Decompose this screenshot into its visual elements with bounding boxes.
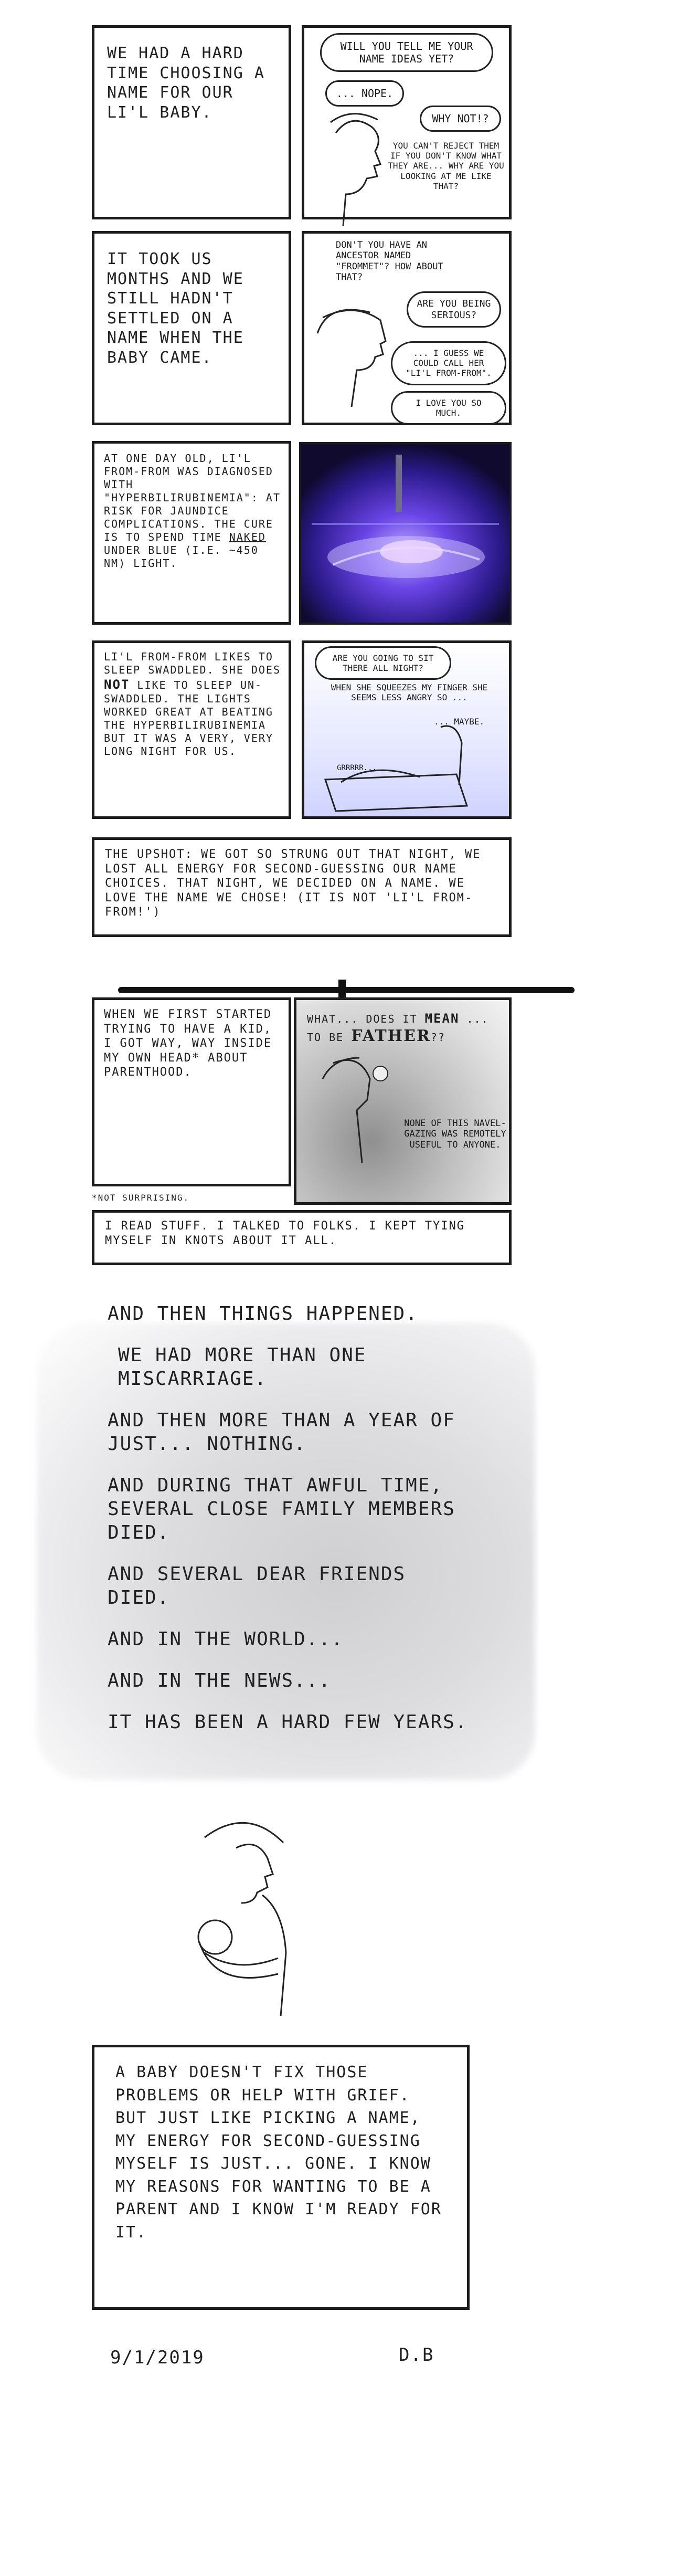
- panel-7: [92, 640, 291, 819]
- speech-bubble-name-ideas: WILL YOU TELL ME YOUR NAME IDEAS YET?: [320, 33, 493, 72]
- caption-swaddle-emphasis: NOT: [104, 677, 130, 692]
- caption-months: IT TOOK US MONTHS AND WE STILL HADN'T SETTLED ON A NAME WHEN THE BABY CAME.: [107, 250, 244, 367]
- speech-bubble-nope: ... NOPE.: [325, 80, 404, 107]
- signature: D.B: [399, 2344, 434, 2365]
- caption-diagnosis-emphasis: NAKED: [229, 531, 266, 543]
- caption-knots: I READ STUFF. I TALKED TO FOLKS. I KEPT TYING MYSELF IN KNOTS ABOUT IT ALL.: [105, 1219, 465, 1247]
- footnote-not-surprising: *NOT SURPRISING.: [92, 1193, 190, 1203]
- sketch-father-holding-baby: [173, 1822, 331, 2021]
- sound-effect-grrr: GRRRRR...: [337, 764, 377, 772]
- speech-bubble-love-you: I LOVE YOU SO MUCH.: [391, 391, 506, 425]
- panel-8: [302, 640, 512, 819]
- hard-years-line-5: AND SEVERAL DEAR FRIENDS DIED.: [108, 1563, 406, 1608]
- thought-what-does-it-mean: [307, 1011, 501, 1046]
- speech-text-frommet: DON'T YOU HAVE AN ANCESTOR NAMED "FROMMET"? HOW ABOUT THAT?: [336, 240, 443, 283]
- speech-bubble-why-not: WHY NOT!?: [420, 106, 501, 132]
- note-navel-gazing: NONE OF THIS NAVEL-GAZING WAS REMOTELY USEFUL TO ANYONE.: [404, 1118, 506, 1150]
- speech-text-squeezes: WHEN SHE SQUEEZES MY FINGER SHE SEEMS LESS ANGRY SO ...: [331, 682, 488, 703]
- photo-blue-light-incubator: [299, 442, 512, 625]
- panel-2: [302, 25, 512, 219]
- caption-swaddle: [104, 650, 285, 758]
- thought-part-2: ... TO BE: [307, 1013, 489, 1044]
- caption-diagnosis: [104, 452, 285, 570]
- speech-bubble-from-from: ... I GUESS WE COULD CALL HER "LI'L FROM-FROM".: [391, 341, 506, 385]
- caption-upshot: THE UPSHOT: WE GOT SO STRUNG OUT THAT NIGHT, WE LOST ALL ENERGY FOR SECOND-GUESSING OUR NAME CHOICES. THAT NIGHT, WE DECIDED ON A NAME. WE LOVE THE NAME WE CHOSE! (IT IS NOT 'LI'L FROM-FROM!'): [105, 848, 481, 919]
- panel-11: [294, 997, 512, 1205]
- speech-text-maybe: ... MAYBE.: [433, 717, 485, 727]
- speech-bubble-serious: ARE YOU BEING SERIOUS?: [407, 291, 501, 328]
- speech-text-cant-reject: YOU CAN'T REJECT THEM IF YOU DON'T KNOW WHAT THEY ARE... WHY ARE YOU LOOKING AT ME LIKE THAT?: [388, 141, 504, 191]
- section-divider: [118, 987, 575, 993]
- panel-5: [92, 441, 291, 625]
- speech-bubble-all-night: ARE YOU GOING TO SIT THERE ALL NIGHT?: [315, 646, 451, 680]
- hard-years-line-7: AND IN THE NEWS...: [108, 1670, 332, 1691]
- sketch-man-with-skull: [302, 1047, 407, 1184]
- panel-9: [92, 837, 512, 937]
- panel-10: [92, 997, 291, 1186]
- hard-years-line-1: AND THEN THINGS HAPPENED.: [108, 1303, 418, 1324]
- date-text: 9/1/2019: [110, 2347, 205, 2368]
- thought-part-1: WHAT... DOES IT: [307, 1013, 425, 1025]
- hard-years-line-3: AND THEN MORE THAN A YEAR OF JUST... NOTHING.: [108, 1410, 455, 1455]
- thought-emphasis-father: FATHER: [351, 1027, 431, 1045]
- sketch-man-profile: [315, 101, 394, 217]
- caption-swaddle-part-1: LI'L FROM-FROM LIKES TO SLEEP SWADDLED. SHE DOES: [104, 650, 281, 676]
- caption-final: A BABY DOESN'T FIX THOSE PROBLEMS OR HELP WITH GRIEF. BUT JUST LIKE PICKING A NAME, MY ENERGY FOR SECOND-GUESSING MYSELF IS JUST... GONE. I KNOW MY REASONS FOR WANTING TO BE A PARENT AND I KNOW I'M READY FOR IT.: [115, 2063, 442, 2242]
- hard-years-text-block: [108, 1302, 475, 1752]
- sketch-parent-over-bassinet: [310, 717, 509, 822]
- caption-name-choosing: WE HAD A HARD TIME CHOOSING A NAME FOR OUR LI'L BABY.: [107, 44, 265, 122]
- caption-diagnosis-part-2: UNDER BLUE (I.E. ~450 NM) LIGHT.: [104, 544, 259, 570]
- caption-swaddle-part-2: LIKE TO SLEEP UN-SWADDLED. THE LIGHTS WORKED GREAT AT BEATING THE HYPERBILIRUBINEMIA BUT IT WAS A VERY, VERY LONG NIGHT FOR US.: [104, 679, 273, 758]
- panel-1: [92, 25, 291, 219]
- hard-years-line-4: AND DURING THAT AWFUL TIME, SEVERAL CLOSE FAMILY MEMBERS DIED.: [108, 1475, 455, 1543]
- hard-years-line-2: WE HAD MORE THAN ONE MISCARRIAGE.: [118, 1344, 367, 1390]
- thought-emphasis-mean: MEAN: [424, 1011, 460, 1026]
- thought-part-3: ??: [430, 1031, 445, 1044]
- caption-diagnosis-part-1: AT ONE DAY OLD, LI'L FROM-FROM WAS DIAGNOSED WITH "HYPERBILIRUBINEMIA": AT RISK FOR JAUNDICE COMPLICATIONS. THE CURE IS TO SPEND TIME: [104, 452, 281, 543]
- sketch-woman-profile: [312, 297, 401, 417]
- incubator-illustration: [301, 444, 509, 623]
- caption-inside-head: WHEN WE FIRST STARTED TRYING TO HAVE A KID, I GOT WAY, WAY INSIDE MY OWN HEAD* ABOUT PARENTHOOD.: [104, 1008, 272, 1079]
- hard-years-line-8: IT HAS BEEN A HARD FEW YEARS.: [108, 1711, 468, 1733]
- panel-4: [302, 231, 512, 425]
- panel-final: [92, 2045, 470, 2310]
- hard-years-line-6: AND IN THE WORLD...: [108, 1628, 344, 1650]
- panel-12: [92, 1210, 512, 1265]
- panel-3: [92, 231, 291, 425]
